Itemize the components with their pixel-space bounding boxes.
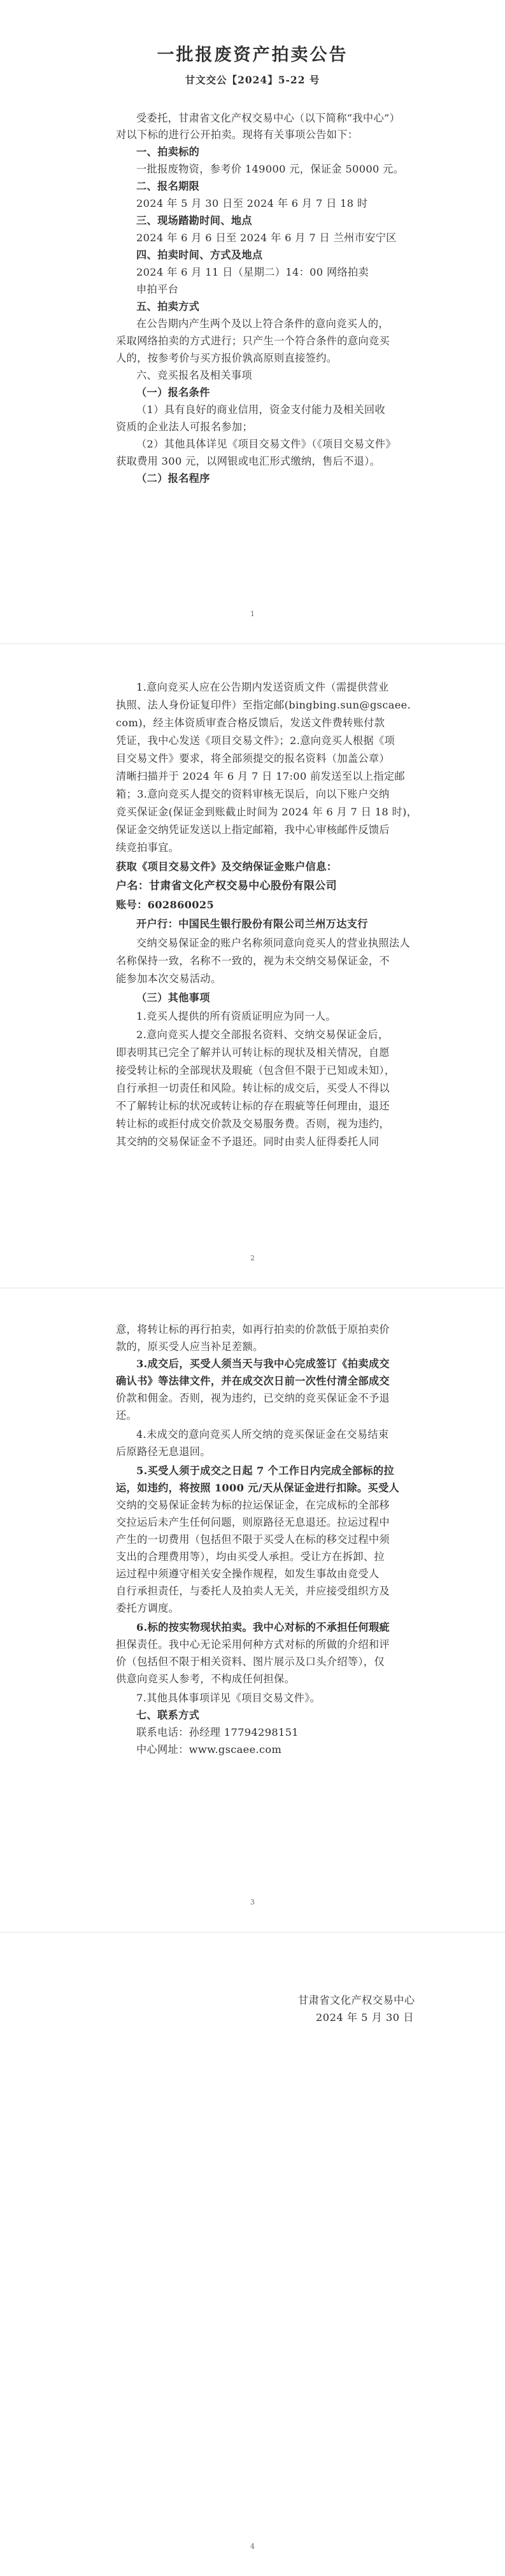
other-item-line: 确认书》等法律文件，并在成交次日前一次性付清全部成交 xyxy=(116,1375,390,1387)
procedure-line: 续竞拍事宜。 xyxy=(116,841,180,854)
deposit-note-line: 能参加本次交易活动。 xyxy=(116,973,222,985)
intro-line: 对以下标的进行公开拍卖。现将有关事项公告如下： xyxy=(116,129,359,141)
section-body: 申拍平台 xyxy=(136,283,179,295)
section-body: 采取网络拍卖的方式进行；只产生一个符合条件的意向竞买 xyxy=(116,335,390,347)
other-item-line: 委托方调度。 xyxy=(116,1602,180,1614)
other-item-line: 即表明其已完全了解并认可转让标的现状及相关情况，自愿 xyxy=(116,1046,390,1059)
other-item-line: 2.意向竞买人提交全部报名资料、交纳交易保证金后， xyxy=(136,1029,389,1041)
section-heading: 三、现场踏勘时间、地点 xyxy=(136,215,252,227)
other-item-line: 价（包括但不限于相关资料、图片展示及口头介绍等），仅 xyxy=(116,1656,385,1668)
section-body: 在公告期内产生两个及以上符合条件的意向竞买人的， xyxy=(136,318,389,330)
procedure-line: com)，经主体资质审查合格反馈后，发送文件费转账付款 xyxy=(116,717,385,729)
section-body: 人的，按参考价与买方报价孰高原则直接签约。 xyxy=(116,352,338,364)
other-item-line: 3.成交后，买受人须当天与我中心完成签订《拍卖成交 xyxy=(136,1358,390,1370)
section-body: 一批报废物资，参考价 149000 元，保证金 50000 元。 xyxy=(136,163,404,175)
other-item-line: 接受转让标的全部现状及瑕疵（包含但不限于已知或未知）， xyxy=(116,1064,395,1076)
other-item-line: 其交纳的交易保证金不予退还。同时由卖人征得委托人同 xyxy=(116,1136,380,1148)
page-number: 3 xyxy=(250,1898,255,1906)
section-heading: 四、拍卖时间、方式及地点 xyxy=(136,249,263,261)
issue-date: 2024 年 5 月 30 日 xyxy=(316,2011,414,2023)
account-bank: 开户行：中国民生银行股份有限公司兰州万达支行 xyxy=(136,918,368,930)
procedure-line: 竞买保证金(保证金到账截止时间为 2024 年 6 月 7 日 18 时)， xyxy=(116,806,418,818)
procedure-line: 执照、法人身份证复印件）至指定邮(bingbing.sun@gscaee. xyxy=(116,699,411,711)
page-number: 1 xyxy=(250,610,255,618)
deposit-note-line: 交纳交易保证金的账户名称须同意向竞买人的营业执照法人 xyxy=(136,937,410,949)
condition-line: 资质的企业法人可报名参加； xyxy=(116,421,253,433)
other-item-line: 6.标的按实物现状拍卖。我中心对标的不承担任何瑕疵 xyxy=(136,1621,390,1633)
procedure-line: 目交易文件》要求，将全部须提交的报名资料（加盖公章） xyxy=(116,752,390,764)
other-item-line: 运过程中须遵守相关安全操作规程，如发生事故由竞受人 xyxy=(116,1568,380,1580)
other-item-line: 1.竞买人提供的所有资质证明应为同一人。 xyxy=(136,1010,336,1022)
section-heading: 二、报名期限 xyxy=(136,180,200,192)
procedure-line: 保证金交纳凭证发送以上指定邮箱，我中心审核邮件反馈后 xyxy=(116,824,390,836)
page-2 xyxy=(0,644,505,1288)
page-3 xyxy=(0,1288,505,1932)
other-item-line: 转让标的或拒付成交价款及交易服务费。否则，视为违约， xyxy=(116,1118,390,1130)
procedure-line: 箱；3.意向竞买人提交的资料审核无误后，向以下账户交纳 xyxy=(116,788,390,800)
other-item-line: 供意向竞买人参考，不构成任何担保。 xyxy=(116,1673,295,1685)
other-item-line: 7.其他具体事项详见《项目交易文件》。 xyxy=(136,1692,321,1704)
section-body: 2024 年 5 月 30 日至 2024 年 6 月 7 日 18 时 xyxy=(136,197,368,209)
other-item-line: 不了解转让标的状况或转让标的存在瑕疵等任何理由，退还 xyxy=(116,1100,390,1112)
subsection-heading: （二）报名程序 xyxy=(136,472,210,484)
other-item-line: 产生的一切费用（包括但不限于买受人在标的移交过程中须 xyxy=(116,1533,390,1545)
page-number: 2 xyxy=(250,1254,255,1262)
contact-website: 中心网址：www.gscaee.com xyxy=(136,1743,282,1756)
intro-line: 受委托，甘肃省文化产权交易中心（以下简称“我中心”） xyxy=(136,112,401,124)
deposit-note-line: 名称保持一致，名称不一致的，视为未交纳交易保证金，不 xyxy=(116,955,390,967)
section-body: 2024 年 6 月 11 日（星期二）14：00 网络拍卖 xyxy=(136,266,369,278)
section-heading: 五、拍卖方式 xyxy=(136,300,200,313)
section-body: 2024 年 6 月 6 日至 2024 年 6 月 7 日 兰州市安宁区 xyxy=(136,232,397,244)
other-item-line: 意，将转让标的再行拍卖，如再行拍卖的价款低于原拍卖价 xyxy=(116,1323,390,1335)
other-item-line: 支出的合理费用等），均由买受人承担。受让方在拆卸、拉 xyxy=(116,1551,385,1563)
other-item-line: 后原路径无息退回。 xyxy=(116,1446,211,1458)
procedure-line: 清晰扫描并于 2024 年 6 月 7 日 17:00 前发送至以上指定邮 xyxy=(116,770,405,782)
other-item-line: 担保责任。我中心无论采用何种方式对标的所做的介绍和评 xyxy=(116,1638,390,1650)
account-number: 账号：602860025 xyxy=(116,899,215,911)
section-heading: 一、拍卖标的 xyxy=(136,146,200,158)
page-4 xyxy=(0,1932,505,2576)
document-title: 一批报废资产拍卖公告 xyxy=(157,45,348,65)
other-item-line: 自行承担责任，与委托人及拍卖人无关，并应接受组织方及 xyxy=(116,1585,390,1597)
page-1 xyxy=(0,0,505,644)
issuer-name: 甘肃省文化产权交易中心 xyxy=(298,1994,415,2006)
procedure-line: 1.意向竞买人应在公告期内发送资质文件（需提供营业 xyxy=(136,681,389,693)
other-item-line: 交拉运后未产生任何问题，则原路径无息退还。拉运过程中 xyxy=(116,1516,390,1528)
other-item-line: 自行承担一切责任和风险。转让标的成交后，买受人不得以 xyxy=(116,1082,390,1094)
condition-line: 获取费用 300 元，以网银或电汇形式缴纳，售后不退）。 xyxy=(116,455,381,467)
subsection-heading: （一）报名条件 xyxy=(136,386,210,398)
section-heading: 六、竞买报名及相关事项 xyxy=(136,369,252,381)
contact-phone: 联系电话：孙经理 17794298151 xyxy=(136,1726,299,1738)
account-heading: 获取《项目交易文件》及交纳保证金账户信息： xyxy=(116,861,338,873)
other-item-line: 交纳的交易保证金转为标的拉运保证金，在完成标的全部移 xyxy=(116,1499,390,1511)
procedure-line: 凭证，我中心发送《项目交易文件》；2.意向竞买人根据《项 xyxy=(116,735,395,747)
document-number: 甘文交公【2024】5-22 号 xyxy=(185,74,320,86)
other-item-line: 4.未成交的意向竞买人所交纳的竞买保证金在交易结束 xyxy=(136,1428,389,1440)
other-item-line: 价款和佣金。否则，视为违约，已交纳的竞买保证金不予退 xyxy=(116,1392,390,1404)
other-item-line: 款的，原买受人应当补足差额。 xyxy=(116,1341,264,1353)
page-number: 4 xyxy=(250,2542,255,2551)
condition-line: （1）具有良好的商业信用，资金支付能力及相关回收 xyxy=(136,404,386,416)
subsection-heading: （三）其他事项 xyxy=(136,992,210,1004)
other-item-line: 还。 xyxy=(116,1409,138,1421)
condition-line: （2）其他具体详见《项目交易文件》（《项目交易文件》 xyxy=(136,438,396,450)
other-item-line: 运，如违约，将按照 1000 元/天从保证金进行扣除。买受人 xyxy=(116,1482,400,1494)
other-item-line: 5.买受人须于成交之日起 7 个工作日内完成全部标的拉 xyxy=(136,1465,395,1477)
account-name: 户名：甘肃省文化产权交易中心股份有限公司 xyxy=(116,880,337,892)
section-heading: 七、联系方式 xyxy=(136,1709,200,1721)
